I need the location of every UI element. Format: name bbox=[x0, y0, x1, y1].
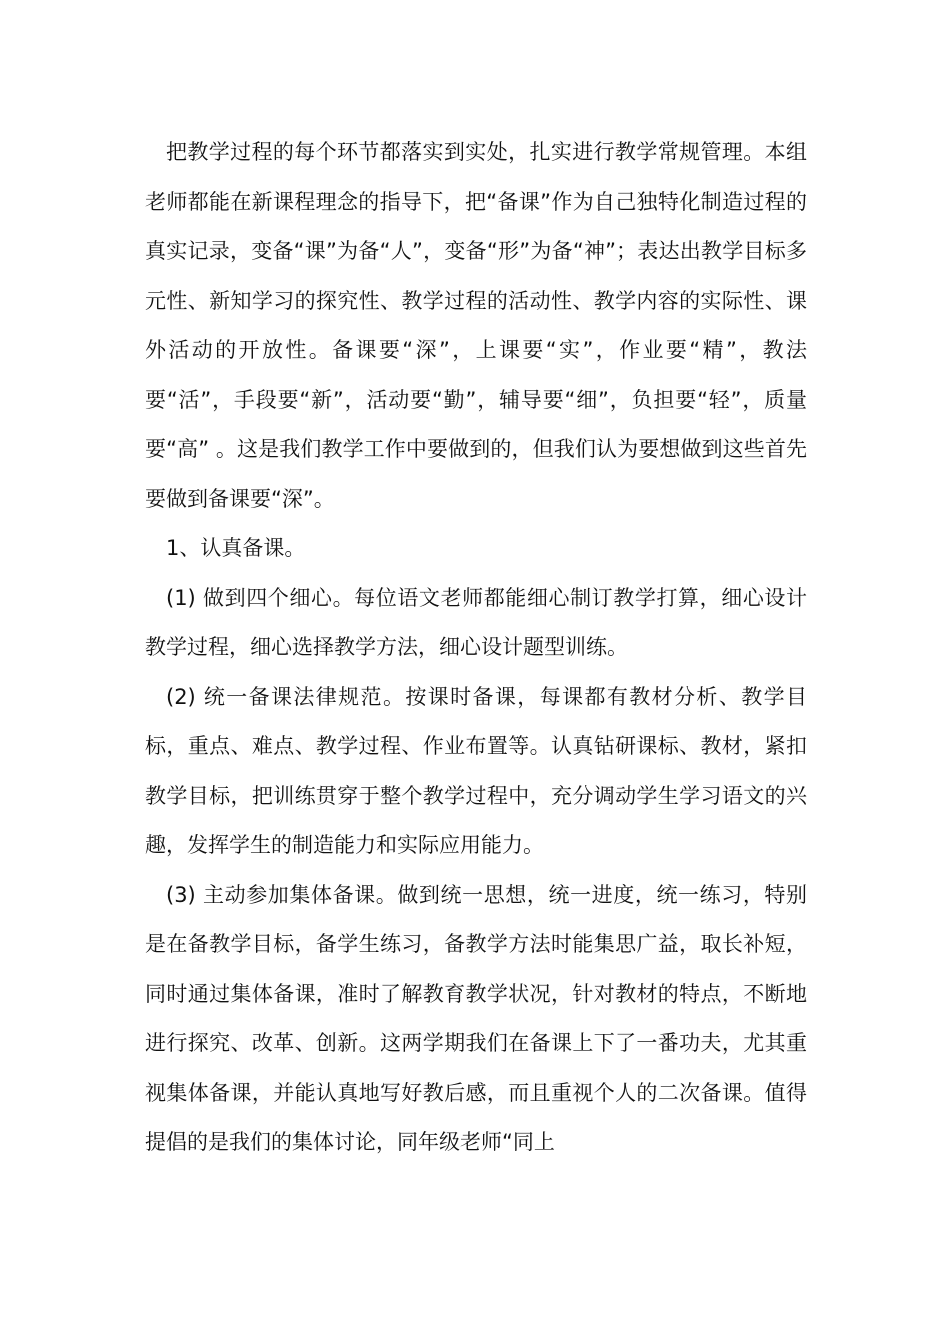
paragraph-item-1: (1) 做到四个细心。每位语文老师都能细心制订教学打算，细心设计教学过程，细心选择教学方法，细心设计题型训练。 bbox=[145, 585, 807, 659]
paragraph-item-3: (3) 主动参加集体备课。做到统一思想，统一进度，统一练习，特别是在备教学目标，备学生练习，备教学方法时能集思广益，取长补短，同时通过集体备课，准时了解教育教学状况，针对教材的特点，不断地进行探究、改革、创新。这两学期我们在备课上下了一番功夫，尤其重视集体备课，并能认真地写好教后感，而且重视个人的二次备课。值得提倡的是我们的集体讨论，同年级老师“同上 bbox=[145, 882, 807, 1154]
paragraph-intro: 把教学过程的每个环节都落实到实处，扎实进行教学常规管理。本组老师都能在新课程理念的指导下，把“备课”作为自己独特化制造过程的真实记录，变备“课”为备“人”，变备“形”为备“神”；表达出教学目标多元性、新知学习的探究性、教学过程的活动性、教学内容的实际性、课外活动的开放性。备课要“深”，上课要“实”，作业要“精”，教法要“活”，手段要“新”，活动要“勤”，辅导要“细”，负担要“轻”，质量要“高” 。这是我们教学工作中要做到的，但我们认为要想做到这些首先要做到备课要“深”。 bbox=[145, 140, 807, 511]
paragraph-heading-1: 1、认真备课。 bbox=[166, 536, 306, 560]
paragraph-item-2: (2) 统一备课法律规范。按课时备课，每课都有教材分析、教学目标，重点、难点、教学过程、作业布置等。认真钻研课标、教材，紧扣教学目标，把训练贯穿于整个教学过程中，充分调动学生学习语文的兴趣，发挥学生的制造能力和实际应用能力。 bbox=[145, 684, 807, 857]
document-body bbox=[145, 128, 807, 1168]
